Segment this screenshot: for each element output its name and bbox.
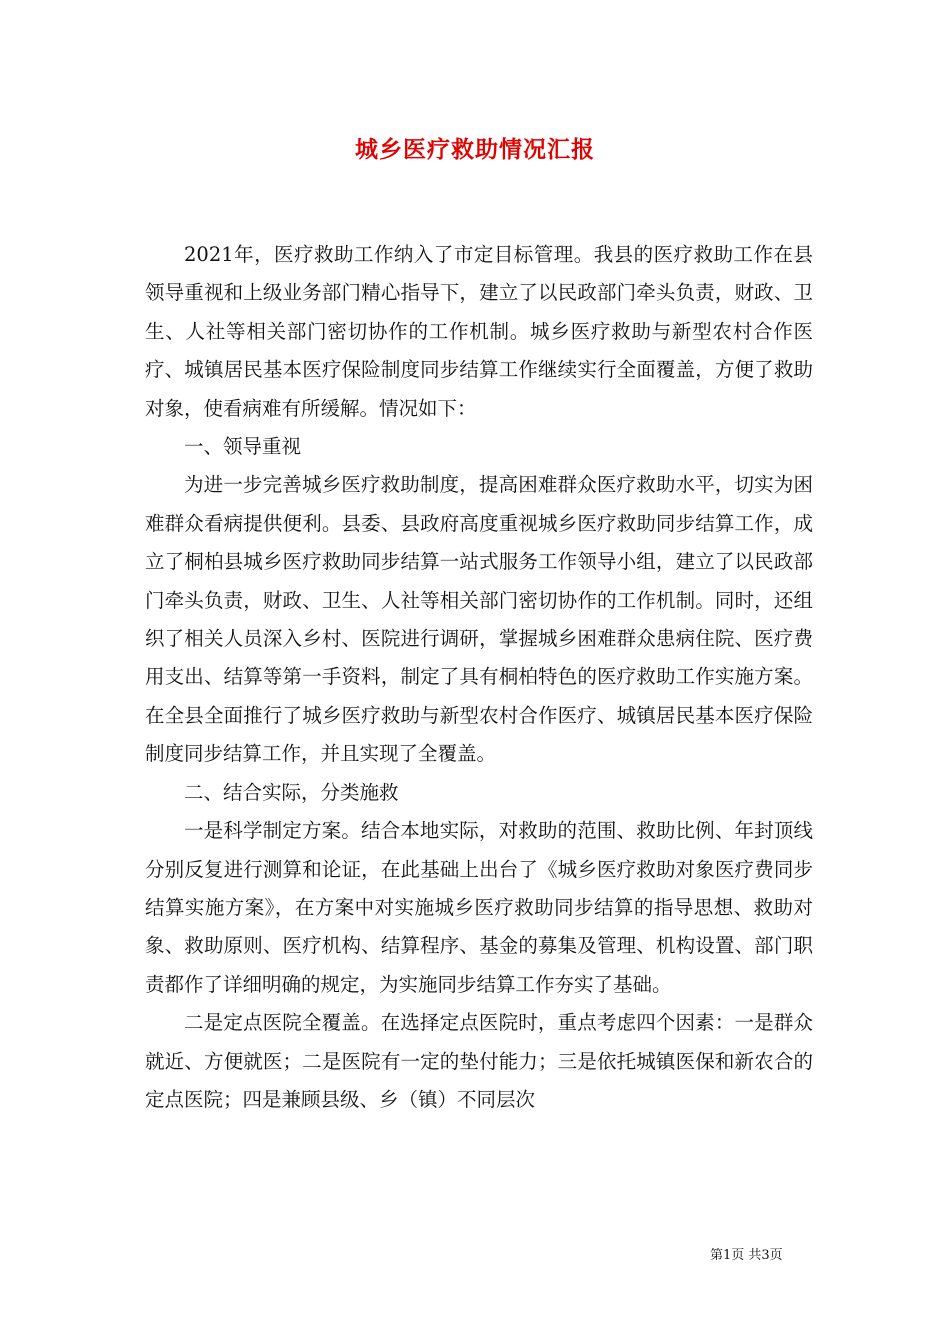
section-heading-classification: 二、结合实际，分类施救 [184,780,399,804]
page-number-footer: 第1页 共3页 [710,1248,783,1263]
document-body [145,236,813,1119]
section-heading-leadership: 一、领导重视 [184,435,302,459]
leadership-paragraph: 为进一步完善城乡医疗救助制度，提高困难群众医疗救助水平，切实为困难群众看病提供便利。县委、县政府高度重视城乡医疗救助同步结算工作，成立了桐柏县城乡医疗救助同步结算一站式服务工作领导小组，建立了以民政部门牵头负责，财政、卫生、人社等相关部门密切协作的工作机制。同时，还组织了相关人员深入乡村、医院进行调研，掌握城乡困难群众患病住院、医疗费用支出、结算等第一手资料，制定了具有桐柏特色的医疗救助工作实施方案。在全县全面推行了城乡医疗救助与新型农村合作医疗、城镇居民基本医疗保险制度同步结算工作，并且实现了全覆盖。 [145,473,813,766]
hospital-coverage-paragraph: 二是定点医院全覆盖。在选择定点医院时，重点考虑四个因素：一是群众就近、方便就医；二是医院有一定的垫付能力；三是依托城镇医保和新农合的定点医院；四是兼顾县级、乡（镇）不同层次 [145,1011,813,1111]
document-title: 城乡医疗救助情况汇报 [355,136,595,163]
intro-paragraph: 2021年，医疗救助工作纳入了市定目标管理。我县的医疗救助工作在县领导重视和上级业务部门精心指导下，建立了以民政部门牵头负责，财政、卫生、人社等相关部门密切协作的工作机制。城乡医疗救助与新型农村合作医疗、城镇居民基本医疗保险制度同步结算工作继续实行全面覆盖，方便了救助对象，使看病难有所缓解。情况如下： [145,243,813,420]
plan-paragraph: 一是科学制定方案。结合本地实际，对救助的范围、救助比例、年封顶线分别反复进行测算和论证，在此基础上出台了《城乡医疗救助对象医疗费同步结算实施方案》，在方案中对实施城乡医疗救助同步结算的指导思想、救助对象、救助原则、医疗机构、结算程序、基金的募集及管理、机构设置、部门职责都作了详细明确的规定，为实施同步结算工作夯实了基础。 [145,819,813,996]
